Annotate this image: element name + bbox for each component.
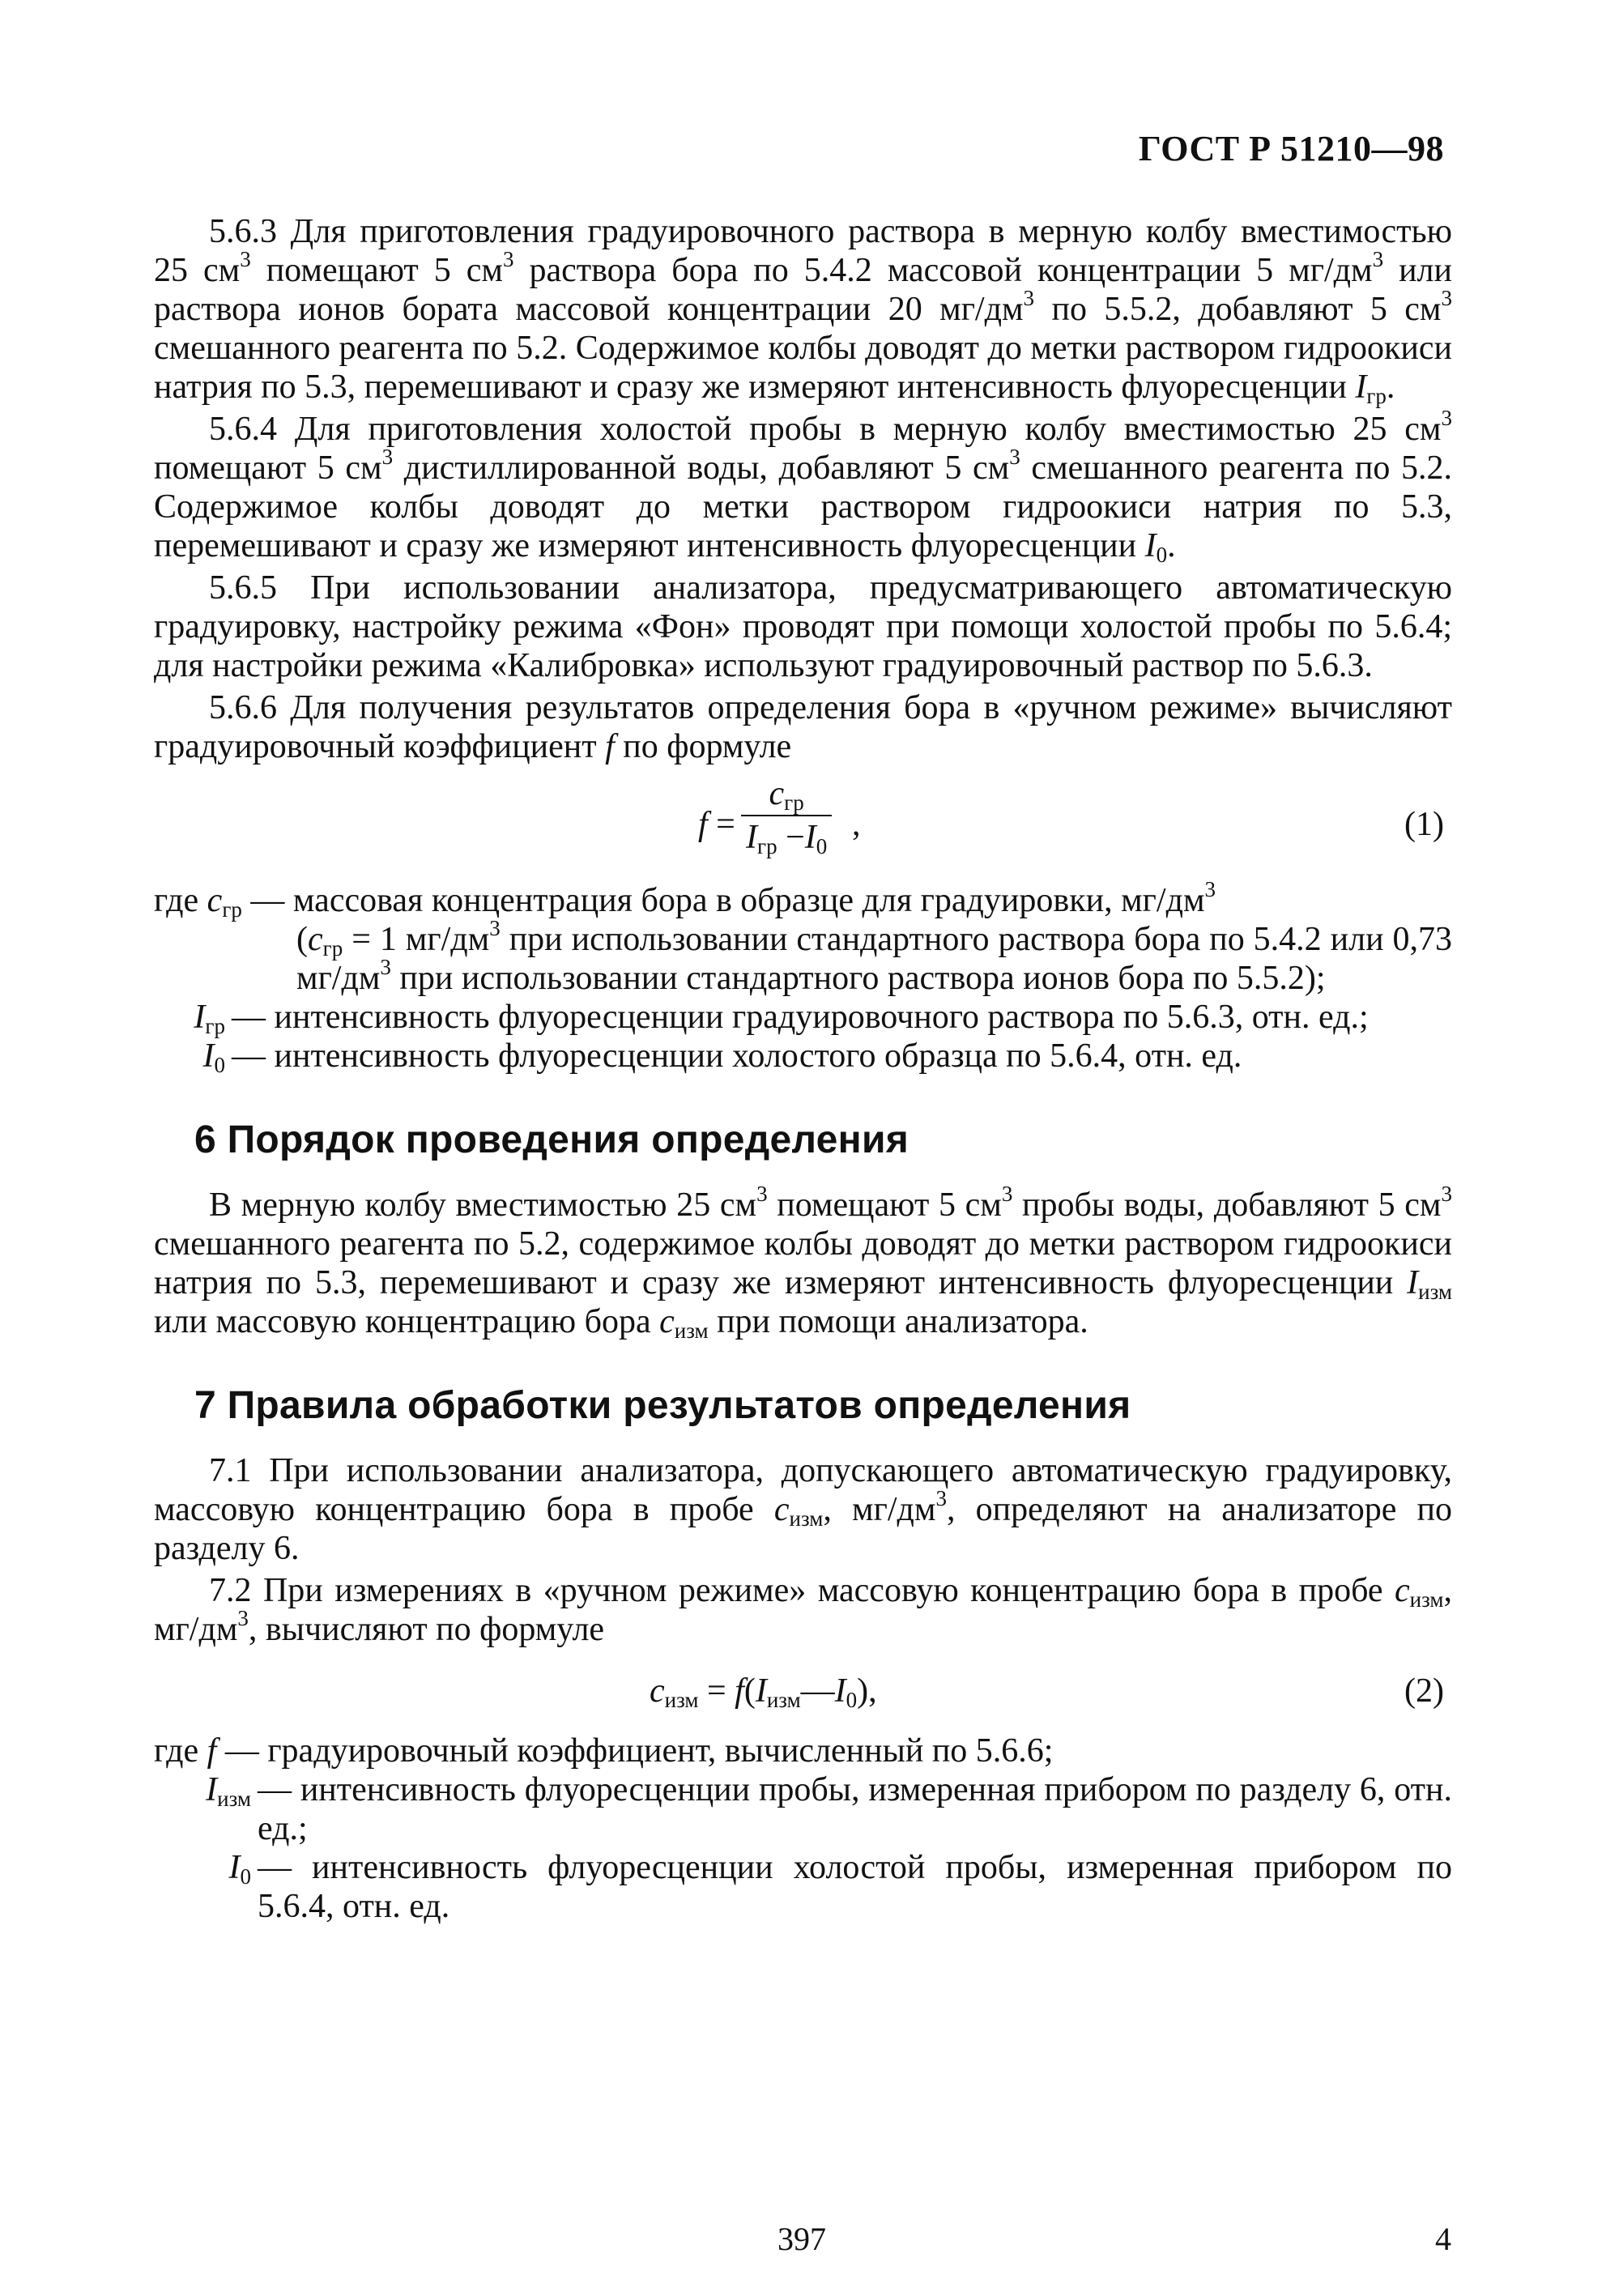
sheet-number: 4 [1435,2221,1451,2257]
body-column [154,212,1452,1926]
paragraph-7-1: 7.1 При использовании анализатора, допускающего автоматическую градуировку, массовую концентрацию бора в пробе $c_{изм}$, $мг/дм^3$, определяют на анализаторе по разделу 6. [154,1452,1453,1567]
formula-1-number: (1) [1404,806,1444,843]
formula-2-number: (2) [1404,1672,1444,1710]
formula-1-fraction: $c_{гр}$ $I_{гр} -I_0$ [741,774,832,857]
formula-1: f = $c_{гр}$ $I_{гр} -I_0$ , (1) [698,775,1444,858]
section-6-title: 6 Порядок проведения определения [194,1118,909,1161]
paragraph-5-6-6: 5.6.6 Для получения результатов определения бора в «ручном режиме» вычисляют градуировочный коэффициент f по формуле [154,689,1452,765]
formula-2-legend [154,1732,1452,1926]
legend-i-0-sample: $I_0$ — интенсивность флуоресценции холостой пробы, измеренная прибором по 5.6.4, отн. ед. [228,1849,1452,1925]
legend-i-0: $I_0$ — интенсивность флуоресценции холостого образца по 5.6.4, отн. ед. [202,1037,1242,1077]
section-7-title: 7 Правила обработки результатов определения [194,1384,1131,1427]
legend-c-gr: где $c_{гр}$ — массовая концентрация бора в образце для градуировки, $мг/дм^3$ [154,877,1216,922]
formula-2 [154,1662,1452,1723]
legend-f: где f — градуировочный коэффициент, вычисленный по 5.6.6; [154,1732,1054,1770]
paragraph-7-2: 7.2 При измерениях в «ручном режиме» массовую концентрацию бора в пробе $c_{изм}$, $мг/дм^3$, вычисляют по формуле [154,1572,1452,1648]
paragraph-section-6: В мерную колбу вместимостью 25 $см^3$ помещают 5 $см^3$ пробы воды, добавляют 5 $см^3$ смешанного реагента по 5.2, содержимое колбы доводят до метки раствором гидроокиси натрия по 5.3, перемешивают и сразу же измеряют интенсивность флуоресценции $I_{изм}$ или массовую концентрацию бора $c_{изм}$ при помощи анализатора. [154,1182,1452,1343]
legend-i-gr: $I_{гр}$ — интенсивность флуоресценции градуировочного раствора по 5.6.3, отн. ед.; [194,999,1369,1038]
formula-2-expression: $c_{изм}$ = $f(I_{изм}—I_0)$, [650,1672,877,1712]
formula-1-legend [154,877,1453,1077]
legend-i-izm: $I_{изм}$ — интенсивность флуоресценции пробы, измеренная прибором по разделу 6, отн. ед.; [206,1771,1452,1847]
paragraph-5-6-4: 5.6.4 Для приготовления холостой пробы в мерную колбу вместимостью 25 $см^3$ помещают 5 $см^3$ дистиллированной воды, добавляют 5 $см^3$ смешанного реагента по 5.2. Содержимое колбы доводят до метки раствором гидроокиси натрия по 5.3, перемешивают и сразу же измеряют интенсивность флуоресценции $I_0$. [154,406,1452,567]
page-number: 397 [777,2221,826,2257]
paragraph-5-6-3: 5.6.3 Для приготовления градуировочного раствора в мерную колбу вместимостью 25 $см^3$ помещают 5 $см^3$ раствора бора по 5.4.2 массовой концентрации 5 $мг/дм^3$ или раствора ионов бората массовой концентрации 20 $мг/дм^3$ по 5.5.2, добавляют 5 $см^3$ смешанного реагента по 5.2. Содержимое колбы доводят до метки раствором гидроокиси натрия по 5.3, перемешивают и сразу же измеряют интенсивность флуоресценции $I_{гр}$. [154,213,1452,408]
paragraph-5-6-5: 5.6.5 При использовании анализатора, предусматривающего автоматическую градуировку, настройку режима «Фон» проводят при помощи холостой пробы по 5.6.4; для настройки режима «Калибровка» используют градуировочный раствор по 5.6.3. [154,569,1452,684]
legend-c-gr-note: ($c_{гр} = 1$ $мг/дм^3$ при использовании стандартного раствора бора по 5.4.2 или 0,73 $мг/дм^3$ при использовании стандартного раствора ионов бора по 5.5.2); [296,916,1453,997]
document-header: ГОСТ Р 51210—98 [1138,129,1444,168]
